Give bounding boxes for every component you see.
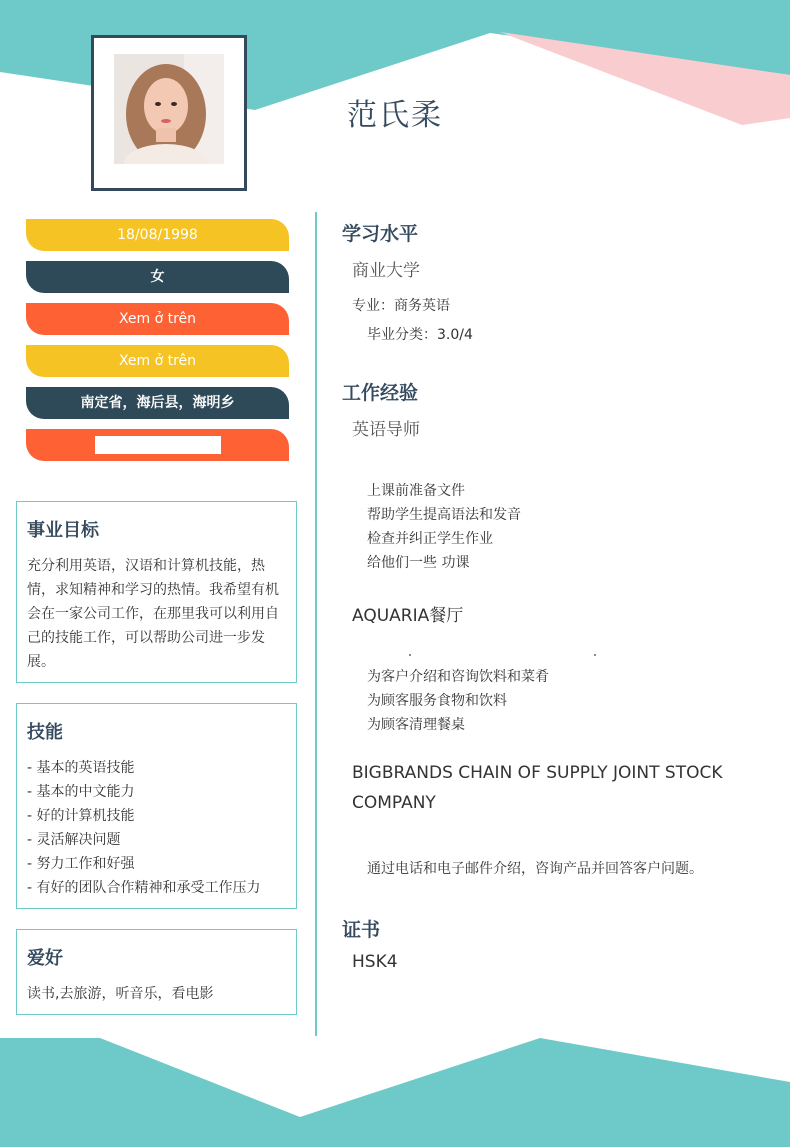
job-duties-1 [367, 479, 521, 575]
job-duties-3 [367, 857, 703, 881]
duty-item: 检查并纠正学生作业 [367, 531, 493, 547]
skill-item: - 灵活解决问题 [27, 832, 121, 848]
skills-list [27, 756, 286, 900]
job-duties-2 [367, 665, 549, 737]
profile-photo-frame [91, 35, 247, 191]
skill-item: - 努力工作和好强 [27, 856, 135, 872]
job-org-3: BIGBRANDS CHAIN OF SUPPLY JOINT STOCK COMPANY [352, 763, 723, 813]
objective-box [16, 501, 297, 683]
skill-item: - 有好的团队合作精神和承受工作压力 [27, 880, 261, 896]
hobbies-title: 爱好 [27, 948, 63, 969]
address-pill: 南定省，海后县，海明乡 [26, 387, 289, 419]
column-divider [315, 212, 317, 1036]
skill-item: - 基本的中文能力 [27, 784, 135, 800]
duty-item: 给他们一些 功课 [367, 555, 470, 571]
skills-title: 技能 [27, 722, 63, 743]
hobbies-body: 读书,去旅游，听音乐，看电影 [27, 986, 214, 1002]
certificate-item: HSK4 [352, 952, 398, 972]
gender-pill: 女 [26, 261, 289, 293]
email-pill: Xem ở trên [26, 345, 289, 377]
duty-item: 通过电话和电子邮件介绍，咨询产品并回答客户问题。 [367, 861, 703, 877]
education-gpa: 毕业分类：3.0/4 [367, 327, 473, 343]
education-school: 商业大学 [352, 261, 420, 281]
education-major: 专业：商务英语 [352, 298, 450, 314]
job-org-2: AQUARIA餐厅 [352, 606, 464, 626]
duty-item: 帮助学生提高语法和发音 [367, 507, 521, 523]
birthdate-pill: 18/08/1998 [26, 219, 289, 251]
duty-item: 为顾客服务食物和饮料 [367, 693, 507, 709]
certificates-title: 证书 [342, 919, 381, 941]
stray-dot [409, 654, 411, 656]
duty-item: 为顾客清理餐桌 [367, 717, 465, 733]
skills-box [16, 703, 297, 909]
bottom-teal-shape [0, 1038, 790, 1147]
candidate-name: 范氏柔 [347, 98, 443, 133]
job-org-1: 英语导师 [352, 420, 420, 440]
education-title: 学习水平 [342, 223, 419, 245]
phone-pill: Xem ở trên [26, 303, 289, 335]
skill-item: - 基本的英语技能 [27, 760, 135, 776]
stray-dot [594, 654, 596, 656]
hobbies-box [16, 929, 297, 1015]
objective-title: 事业目标 [27, 520, 99, 541]
experience-title: 工作经验 [342, 382, 419, 404]
objective-body: 充分利用英语，汉语和计算机技能，热情，求知精神和学习的热情。我希望有机会在一家公司工作，在那里我可以利用自己的技能工作，可以帮助公司进一步发展。 [27, 558, 279, 670]
blank-field [95, 436, 221, 454]
duty-item: 为客户介绍和咨询饮料和菜肴 [367, 669, 549, 685]
blank-pill [26, 429, 289, 461]
skill-item: - 好的计算机技能 [27, 808, 135, 824]
duty-item: 上课前准备文件 [367, 483, 465, 499]
profile-photo [114, 54, 224, 164]
